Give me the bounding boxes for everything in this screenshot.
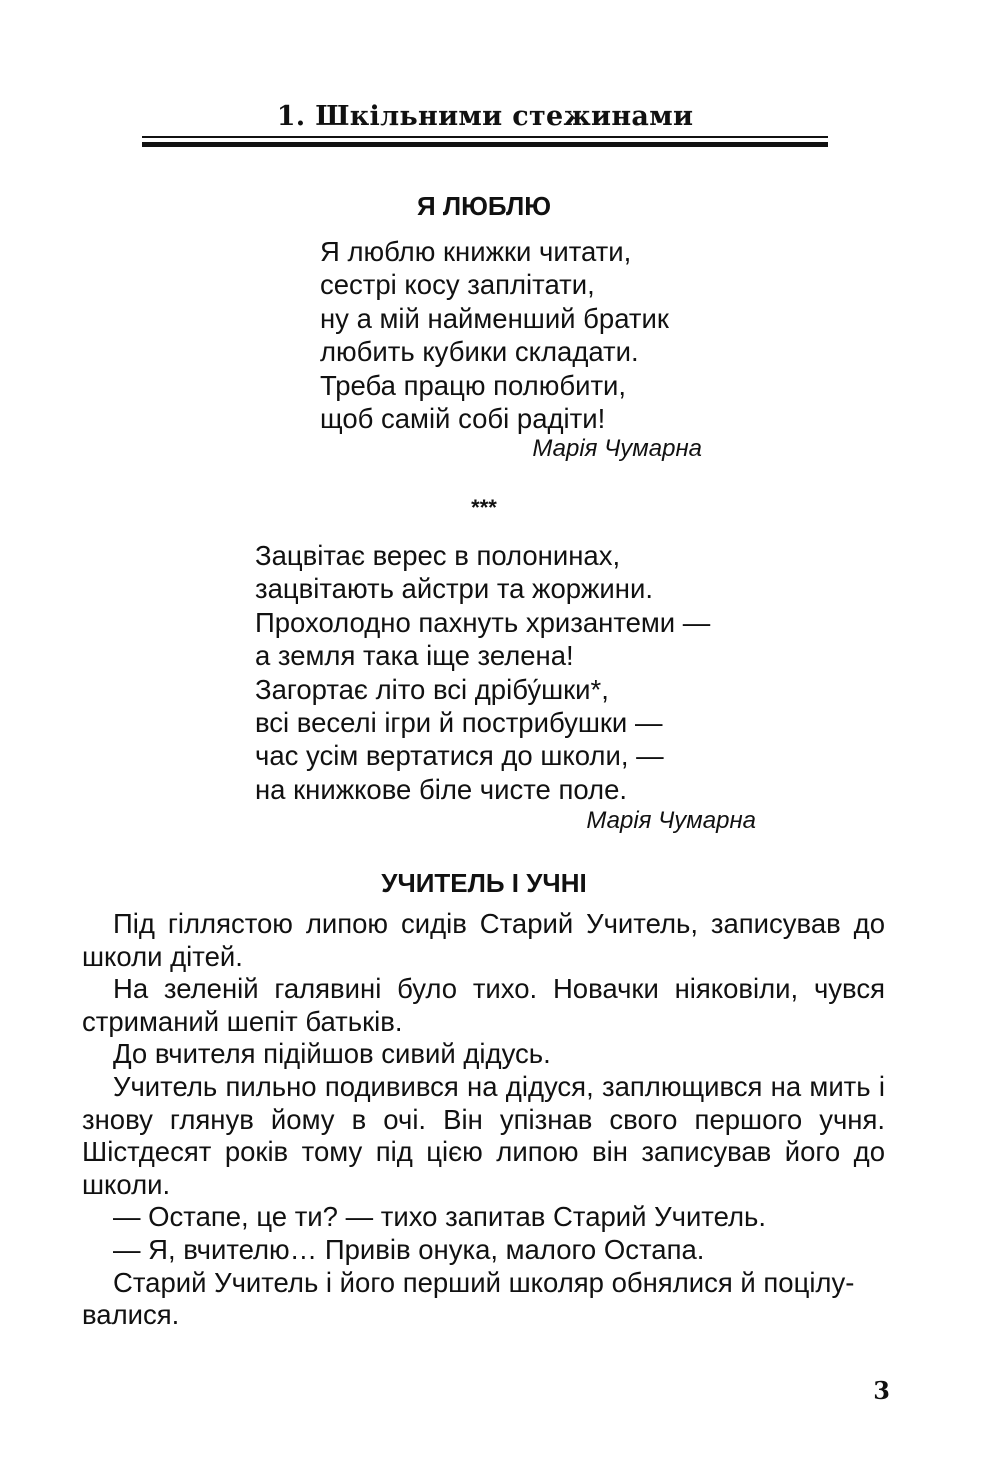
poem2-line: Прохолодно пахнуть хризантеми — [255,606,711,638]
poem2-author: Марія Чумарна [586,807,756,834]
story-paragraph: На зеленій галявині було тихо. Новачки ніяковіли, чувся стриманий шепіт батьків. [82,973,885,1037]
story-body [82,908,885,1332]
story-title: УЧИТЕЛЬ І УЧНІ [381,868,587,898]
poem1-author: Марія Чумарна [532,435,702,462]
story-paragraph: Учитель пильно подивився на дідуся, заплющився на мить і знову глянув йому в очі. Він упізнав свого першого учня. Шістдесят років тому під цією липою він записував його до школи. [82,1070,885,1200]
poem1-line: Треба працю полюбити, [320,369,627,401]
poem1-line: ну а мій найменший братик [320,302,669,334]
poem1-line: сестрі косу заплітати, [320,269,595,301]
poem2-body [255,539,710,806]
poem1-line: щоб самій собі радіти! [320,403,606,435]
poem1-line: Я люблю книжки читати, [320,236,632,267]
poem2-title-asterisks: *** [471,495,497,520]
story-paragraph: Старий Учитель і його перший школяр обнялися й поцілу-валися. [82,1266,855,1331]
header-rule-thin [142,136,828,138]
poem1-line: любить кубики складати. [320,336,639,368]
story-paragraph: Під гіллястою липою сидів Старий Учитель, записував до школи дітей. [82,908,885,972]
chapter-heading: 1. Шкільними стежинами [276,101,694,132]
story-paragraph: — Остапе, це ти? — тихо запитав Старий Учитель. [113,1201,766,1233]
poem1-body [320,235,669,435]
story-paragraph: До вчителя підійшов сивий дідусь. [113,1038,551,1070]
poem1-title: Я ЛЮБЛЮ [416,191,552,221]
page-number: 3 [873,1376,890,1405]
poem2-line: на книжкове біле чисте поле. [255,773,628,805]
poem2-line: Зацвітає верес в полонинах, [255,540,621,571]
poem2-line: зацвітають айстри та жоржини. [255,573,653,605]
poem2-line: час усім вертатися до школи, — [255,740,664,772]
poem2-line: Загортає літо всі дрібу́шки*, [255,673,609,705]
poem2-line: а земля така іще зелена! [255,640,574,672]
story-paragraph: — Я, вчителю… Привів онука, малого Остапа. [113,1233,705,1265]
poem2-line: всі веселі ігри й пострибушки — [255,707,663,739]
header-rule-thick [142,142,828,147]
